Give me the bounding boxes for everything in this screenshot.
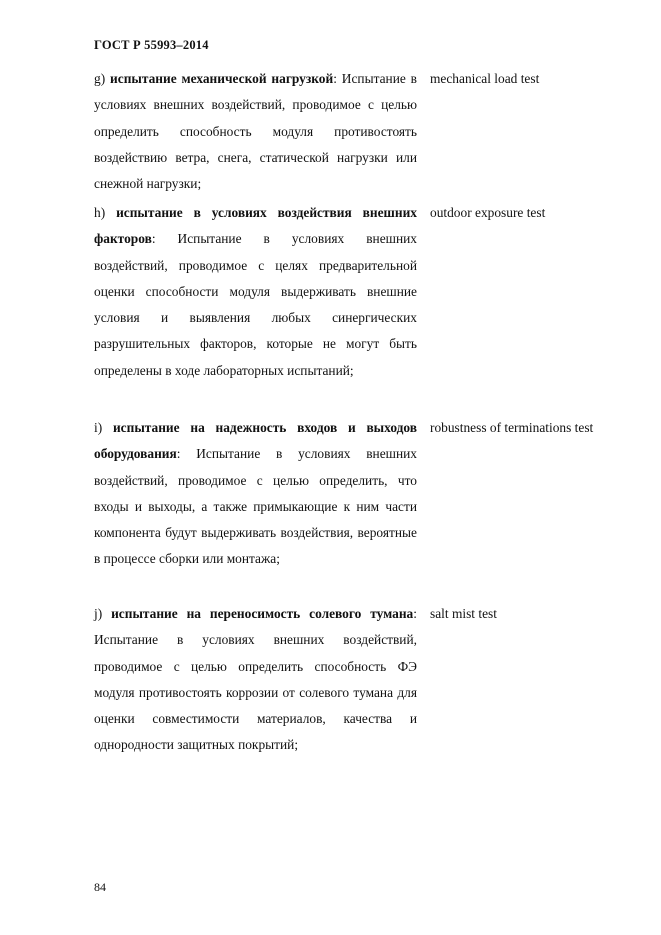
english-term-j: salt mist test bbox=[430, 606, 497, 621]
term-definition: : Испытание в условиях внешних воздействий, проводимое с целью определить способность модуля противостоять воздействию ветра, снега, статической нагрузки или снежной нагрузки; bbox=[94, 71, 417, 192]
term-entry-j bbox=[94, 601, 417, 759]
term-title: испытание в условиях воздействия внешних факторов bbox=[94, 205, 417, 247]
term-definition: : Испытание в условиях внешних воздействий, проводимое с целью определить, что входы и выходы, а также примыкающие к ним части компонента будут выдерживать воздействия, вероятные в процессе сборки или монтажа; bbox=[94, 446, 417, 567]
term-entry-i bbox=[94, 415, 417, 573]
english-term-i: robustness of terminations test bbox=[430, 420, 594, 435]
page-number: 84 bbox=[94, 880, 106, 894]
term-definition: : Испытание в условиях внешних воздействий, проводимое с целях предварительной оценки способности модуля выдерживать внешние условия и выявления любых синергических разрушительных факторов, которые не могут быть определены в ходе лабораторных испытаний; bbox=[94, 231, 417, 378]
entry-letter: h) bbox=[94, 205, 106, 220]
term-title: испытание на переносимость солевого тумана bbox=[111, 606, 414, 621]
entry-letter: j) bbox=[94, 606, 103, 621]
term-title: испытание механической нагрузкой bbox=[110, 71, 334, 86]
entry-letter: i) bbox=[94, 420, 103, 435]
term-entry-h bbox=[94, 200, 417, 384]
entry-letter: g) bbox=[94, 71, 106, 86]
term-entry-g bbox=[94, 66, 417, 197]
english-term-g: mechanical load test bbox=[430, 71, 540, 86]
term-title: испытание на надежность входов и выходов оборудования bbox=[94, 420, 417, 462]
term-definition: : Испытание в условиях внешних воздействий, проводимое с целью определить способность ФЭ модуля противостоять коррозии от солевого тумана для оценки совместимости материалов, качества и однородности защитных покрытий; bbox=[94, 606, 417, 753]
document-header: ГОСТ Р 55993–2014 bbox=[94, 38, 209, 52]
english-term-h: outdoor exposure test bbox=[430, 205, 546, 220]
